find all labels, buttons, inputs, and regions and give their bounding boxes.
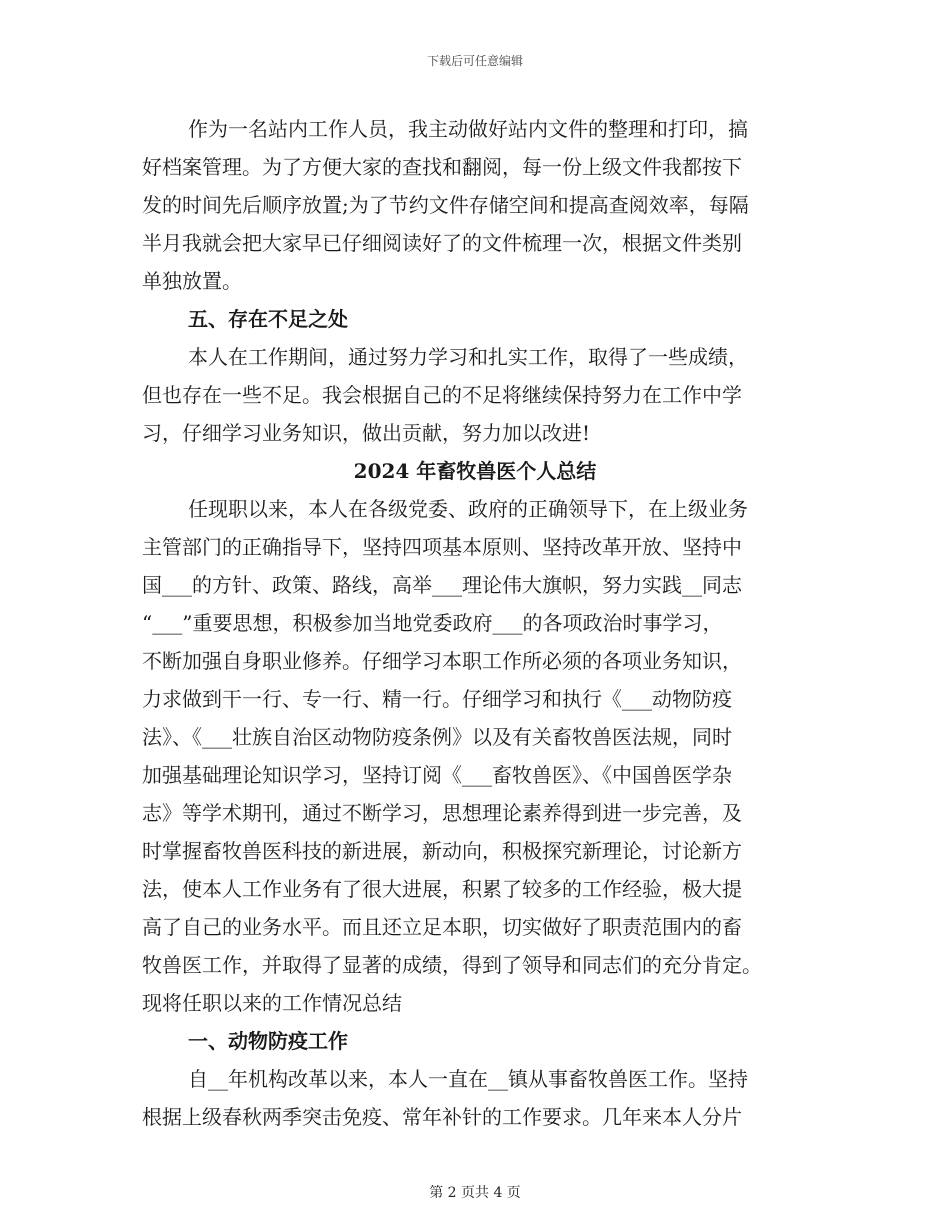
- paragraph-line: 本人在工作期间，通过努力学习和扎实工作，取得了一些成绩，: [188, 345, 748, 369]
- paragraph-line: 任现职以来，本人在各级党委、政府的正确领导下，在上级业务: [188, 497, 748, 521]
- paragraph-line: 单独放置。: [142, 269, 242, 293]
- paragraph-line: 但也存在一些不足。我会根据自己的不足将继续保持努力在工作中学: [142, 383, 742, 407]
- paragraph-line: 好档案管理。为了方便大家的查找和翻阅，每一份上级文件我都按下: [142, 155, 742, 179]
- paragraph-line: 半月我就会把大家早已仔细阅读好了的文件梳理一次，根据文件类别: [142, 231, 742, 255]
- paragraph-line: 法》、《___壮族自治区动物防疫条例》以及有关畜牧兽医法规，同时: [142, 725, 732, 749]
- paragraph-line: 加强基础理论知识学习，坚持订阅《___畜牧兽医》、《中国兽医学杂: [142, 763, 732, 787]
- page-footer: 第 2 页共 4 页: [429, 1185, 521, 1201]
- paragraph-line: 力求做到干一行、专一行、精一行。仔细学习和执行《___动物防疫: [142, 687, 732, 711]
- section-heading: 五、存在不足之处: [188, 307, 348, 331]
- section-heading: 一、动物防疫工作: [188, 1029, 348, 1053]
- paragraph-line: 法，使本人工作业务有了很大进展，积累了较多的工作经验，极大提: [142, 877, 742, 901]
- page-header: 下载后可任意编辑: [426, 54, 523, 68]
- paragraph-line: 现将任职以来的工作情况总结: [142, 991, 402, 1015]
- paragraph-line: 习，仔细学习业务知识，做出贡献，努力加以改进!: [142, 421, 591, 445]
- paragraph-line: 国___的方针、政策、路线，高举___理论伟大旗帜，努力实践__同志: [142, 573, 742, 597]
- paragraph-line: 作为一名站内工作人员，我主动做好站内文件的整理和打印，搞: [188, 117, 748, 141]
- paragraph-line: 高了自己的业务水平。而且还立足本职，切实做好了职责范围内的畜: [142, 915, 742, 939]
- paragraph-line: 志》等学术期刊，通过不断学习，思想理论素养得到进一步完善，及: [142, 801, 742, 825]
- paragraph-line: 不断加强自身职业修养。仔细学习本职工作所必须的各项业务知识，: [142, 649, 742, 673]
- paragraph-line: 自__年机构改革以来，本人一直在__镇从事畜牧兽医工作。坚持: [188, 1067, 748, 1091]
- paragraph-line: 主管部门的正确指导下，坚持四项基本原则、坚持改革开放、坚持中: [142, 535, 742, 559]
- paragraph-line: 时掌握畜牧兽医科技的新进展，新动向，积极探究新理论，讨论新方: [142, 839, 742, 863]
- paragraph-line: 发的时间先后顺序放置;为了节约文件存储空间和提高查阅效率，每隔: [142, 193, 749, 217]
- paragraph-line: “___”重要思想，积极参加当地党委政府___的各项政治时事学习，: [142, 611, 723, 635]
- document-title: 2024 年畜牧兽医个人总结: [353, 459, 597, 483]
- paragraph-line: 根据上级春秋两季突击免疫、常年补针的工作要求。几年来本人分片: [142, 1105, 742, 1129]
- paragraph-line: 牧兽医工作，并取得了显著的成绩，得到了领导和同志们的充分肯定。: [142, 953, 762, 977]
